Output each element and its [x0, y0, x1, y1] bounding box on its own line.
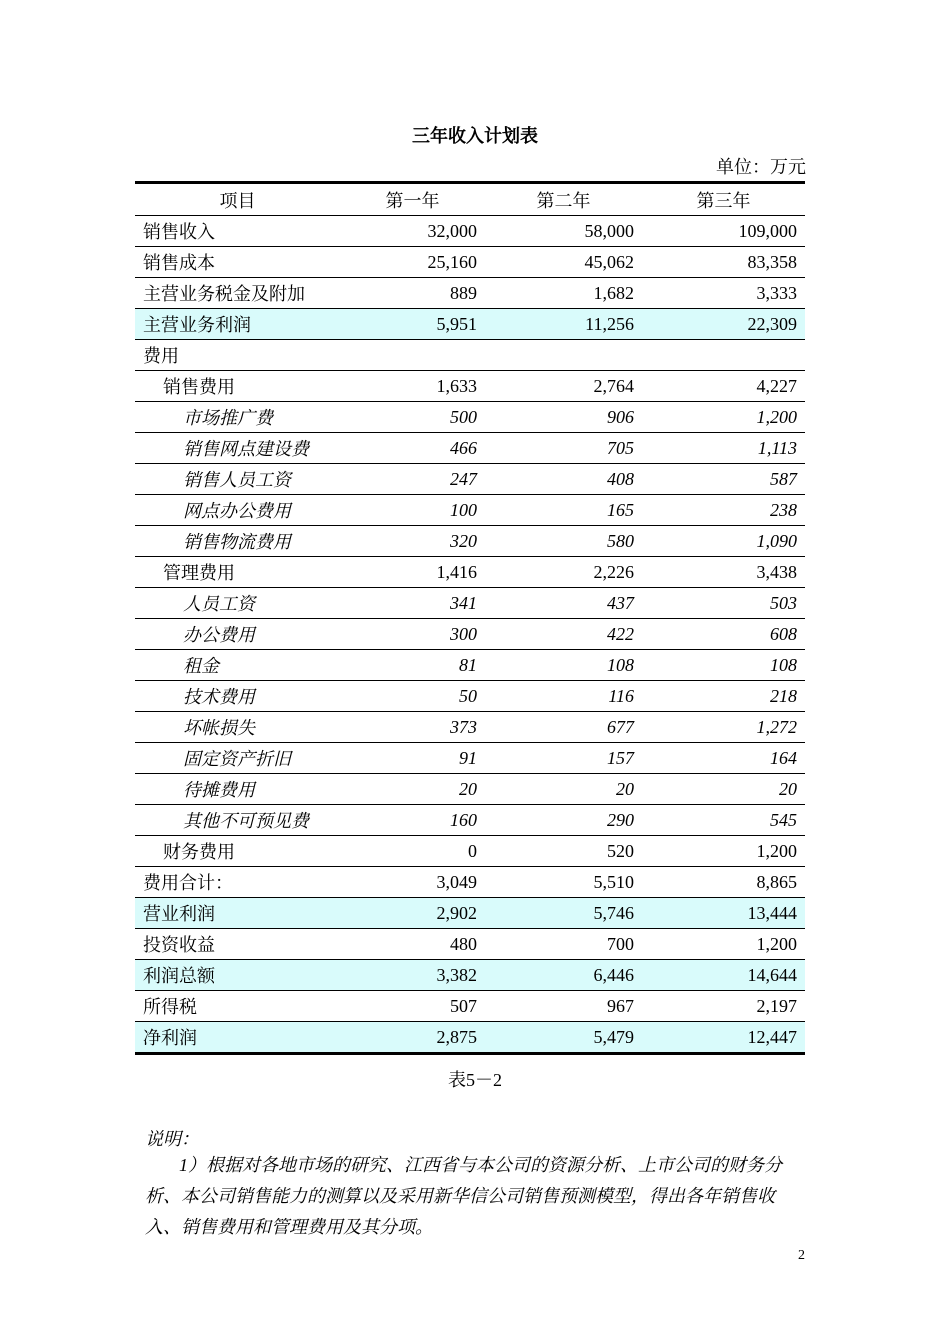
row-label: 待摊费用 [135, 774, 340, 805]
table-title: 三年收入计划表 [412, 126, 538, 146]
year3-value: 545 [642, 805, 805, 836]
table-row [135, 805, 805, 836]
year2-value: 677 [485, 712, 642, 743]
year3-value: 1,090 [642, 526, 805, 557]
year2-value: 906 [485, 402, 642, 433]
year1-value: 20 [340, 774, 485, 805]
year2-value: 967 [485, 991, 642, 1022]
year2-value: 700 [485, 929, 642, 960]
row-label: 销售成本 [135, 247, 340, 278]
table-row [135, 774, 805, 805]
year1-value: 300 [340, 619, 485, 650]
row-label: 销售网点建设费 [135, 433, 340, 464]
year3-value: 1,200 [642, 836, 805, 867]
year3-value: 14,644 [642, 960, 805, 991]
note-label: 说明： [145, 1129, 199, 1149]
table-row [135, 743, 805, 774]
year1-value: 507 [340, 991, 485, 1022]
table-header-row [135, 183, 805, 216]
header-year2: 第二年 [485, 183, 642, 216]
year1-value: 3,049 [340, 867, 485, 898]
table-row [135, 340, 805, 371]
year1-value: 3,382 [340, 960, 485, 991]
row-label: 租金 [135, 650, 340, 681]
year2-value: 2,226 [485, 557, 642, 588]
table-row [135, 557, 805, 588]
year2-value: 408 [485, 464, 642, 495]
row-label: 技术费用 [135, 681, 340, 712]
row-label: 网点办公费用 [135, 495, 340, 526]
year1-value: 480 [340, 929, 485, 960]
year1-value [340, 340, 485, 371]
header-year3: 第三年 [642, 183, 805, 216]
year2-value: 422 [485, 619, 642, 650]
year1-value: 466 [340, 433, 485, 464]
year1-value: 0 [340, 836, 485, 867]
table-row [135, 371, 805, 402]
year1-value: 341 [340, 588, 485, 619]
year2-value: 165 [485, 495, 642, 526]
year3-value: 22,309 [642, 309, 805, 340]
year1-value: 91 [340, 743, 485, 774]
year1-value: 50 [340, 681, 485, 712]
table-row [135, 433, 805, 464]
year3-value: 13,444 [642, 898, 805, 929]
unit-label: 单位：万元 [716, 157, 806, 177]
year3-value: 2,197 [642, 991, 805, 1022]
year2-value: 2,764 [485, 371, 642, 402]
year2-value: 6,446 [485, 960, 642, 991]
year2-value: 5,510 [485, 867, 642, 898]
row-label: 市场推广费 [135, 402, 340, 433]
table-row [135, 681, 805, 712]
year3-value: 20 [642, 774, 805, 805]
table-row [135, 929, 805, 960]
table-row [135, 619, 805, 650]
table-row [135, 712, 805, 743]
row-label: 费用 [135, 340, 340, 371]
table-caption: 表5－2 [448, 1070, 502, 1090]
row-label: 坏帐损失 [135, 712, 340, 743]
row-label: 管理费用 [135, 557, 340, 588]
year1-value: 160 [340, 805, 485, 836]
row-label: 费用合计： [135, 867, 340, 898]
row-label: 销售费用 [135, 371, 340, 402]
year1-value: 320 [340, 526, 485, 557]
table-row [135, 650, 805, 681]
row-label: 销售物流费用 [135, 526, 340, 557]
year2-value: 437 [485, 588, 642, 619]
row-label: 固定资产折旧 [135, 743, 340, 774]
year1-value: 5,951 [340, 309, 485, 340]
row-label: 主营业务利润 [135, 309, 340, 340]
row-label: 办公费用 [135, 619, 340, 650]
table-row [135, 960, 805, 991]
year3-value: 608 [642, 619, 805, 650]
year3-value: 83,358 [642, 247, 805, 278]
row-label: 人员工资 [135, 588, 340, 619]
header-year1: 第一年 [340, 183, 485, 216]
year1-value: 247 [340, 464, 485, 495]
table-row [135, 464, 805, 495]
row-label: 财务费用 [135, 836, 340, 867]
year2-value: 705 [485, 433, 642, 464]
year1-value: 25,160 [340, 247, 485, 278]
row-label: 净利润 [135, 1022, 340, 1054]
year2-value: 116 [485, 681, 642, 712]
row-label: 销售收入 [135, 216, 340, 247]
row-label: 销售人员工资 [135, 464, 340, 495]
table-row [135, 898, 805, 929]
table-row [135, 247, 805, 278]
year2-value: 157 [485, 743, 642, 774]
year3-value: 108 [642, 650, 805, 681]
table-row [135, 588, 805, 619]
year3-value: 164 [642, 743, 805, 774]
year2-value: 58,000 [485, 216, 642, 247]
year1-value: 1,633 [340, 371, 485, 402]
year3-value [642, 340, 805, 371]
year1-value: 100 [340, 495, 485, 526]
year3-value: 503 [642, 588, 805, 619]
year2-value: 5,479 [485, 1022, 642, 1054]
year3-value: 4,227 [642, 371, 805, 402]
table-row [135, 278, 805, 309]
year3-value: 238 [642, 495, 805, 526]
page-number: 2 [798, 1248, 805, 1263]
year2-value: 580 [485, 526, 642, 557]
row-label: 投资收益 [135, 929, 340, 960]
year3-value: 3,333 [642, 278, 805, 309]
year2-value [485, 340, 642, 371]
year2-value: 290 [485, 805, 642, 836]
header-item: 项目 [135, 183, 340, 216]
row-label: 主营业务税金及附加 [135, 278, 340, 309]
year1-value: 81 [340, 650, 485, 681]
year3-value: 8,865 [642, 867, 805, 898]
table-row [135, 1022, 805, 1054]
year3-value: 587 [642, 464, 805, 495]
year1-value: 373 [340, 712, 485, 743]
year2-value: 20 [485, 774, 642, 805]
year3-value: 109,000 [642, 216, 805, 247]
year1-value: 500 [340, 402, 485, 433]
year2-value: 1,682 [485, 278, 642, 309]
year1-value: 889 [340, 278, 485, 309]
year3-value: 1,272 [642, 712, 805, 743]
year3-value: 12,447 [642, 1022, 805, 1054]
row-label: 其他不可预见费 [135, 805, 340, 836]
note-paragraph: 1）根据对各地市场的研究、江西省与本公司的资源分析、上市公司的财务分析、本公司销售能力的测算以及采用新华信公司销售预测模型，得出各年销售收入、销售费用和管理费用及其分项。 [145, 1155, 782, 1237]
table-row [135, 867, 805, 898]
year3-value: 1,113 [642, 433, 805, 464]
year2-value: 11,256 [485, 309, 642, 340]
year3-value: 1,200 [642, 402, 805, 433]
year1-value: 1,416 [340, 557, 485, 588]
table-row [135, 402, 805, 433]
year2-value: 45,062 [485, 247, 642, 278]
year1-value: 32,000 [340, 216, 485, 247]
year2-value: 5,746 [485, 898, 642, 929]
year2-value: 520 [485, 836, 642, 867]
year1-value: 2,875 [340, 1022, 485, 1054]
table-row [135, 495, 805, 526]
year3-value: 3,438 [642, 557, 805, 588]
table-row [135, 309, 805, 340]
year2-value: 108 [485, 650, 642, 681]
table-row [135, 526, 805, 557]
table-row [135, 991, 805, 1022]
row-label: 利润总额 [135, 960, 340, 991]
income-plan-table [135, 181, 805, 1055]
row-label: 营业利润 [135, 898, 340, 929]
table-row [135, 216, 805, 247]
year3-value: 218 [642, 681, 805, 712]
year3-value: 1,200 [642, 929, 805, 960]
table-row [135, 836, 805, 867]
row-label: 所得税 [135, 991, 340, 1022]
year1-value: 2,902 [340, 898, 485, 929]
